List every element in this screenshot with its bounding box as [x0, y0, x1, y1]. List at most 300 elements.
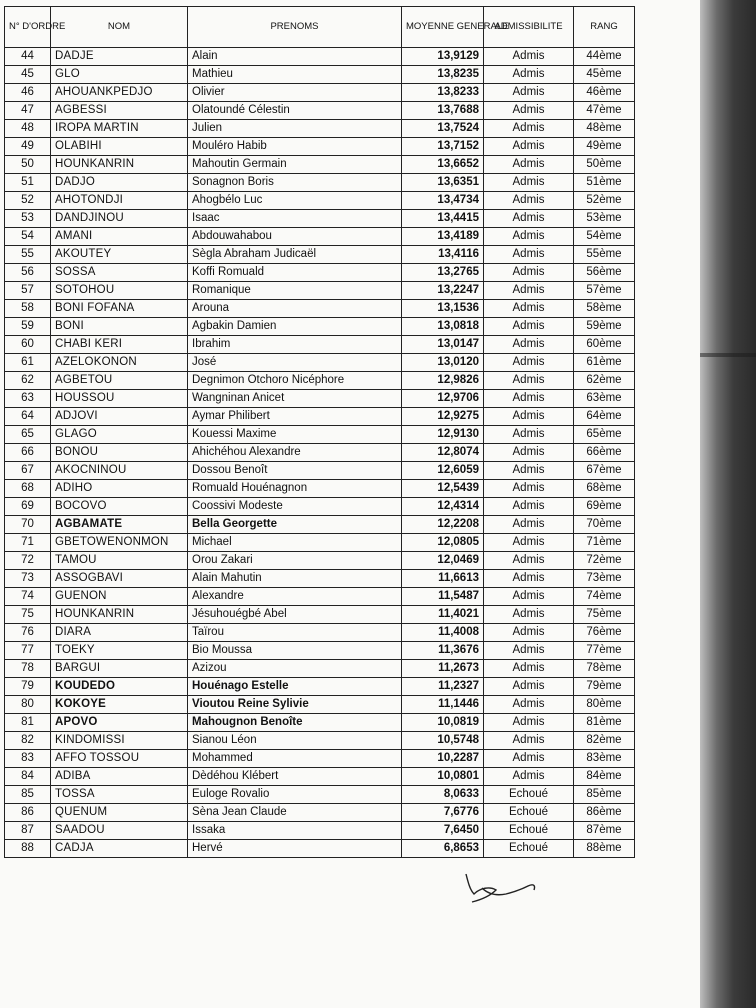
header-rang: RANG — [574, 7, 635, 48]
cell-nom: ASSOGBAVI — [51, 570, 188, 588]
cell-rang: 52ème — [574, 192, 635, 210]
cell-rang: 80ème — [574, 696, 635, 714]
cell-rang: 59ème — [574, 318, 635, 336]
cell-prenoms: Abdouwahabou — [188, 228, 402, 246]
cell-rang: 58ème — [574, 300, 635, 318]
cell-nom: DIARA — [51, 624, 188, 642]
cell-nom: ADIHO — [51, 480, 188, 498]
cell-admissibilite: Admis — [484, 318, 574, 336]
cell-ordre: 49 — [5, 138, 51, 156]
cell-moyenne: 13,4734 — [402, 192, 484, 210]
table-row — [5, 318, 635, 336]
table-row — [5, 192, 635, 210]
cell-ordre: 72 — [5, 552, 51, 570]
cell-nom: ADIBA — [51, 768, 188, 786]
cell-nom: APOVO — [51, 714, 188, 732]
cell-ordre: 76 — [5, 624, 51, 642]
cell-rang: 62ème — [574, 372, 635, 390]
cell-prenoms: Dossou Benoît — [188, 462, 402, 480]
cell-prenoms: Wangninan Anicet — [188, 390, 402, 408]
cell-moyenne: 12,9826 — [402, 372, 484, 390]
cell-rang: 53ème — [574, 210, 635, 228]
cell-moyenne: 13,1536 — [402, 300, 484, 318]
cell-prenoms: Jésuhouégbé Abel — [188, 606, 402, 624]
cell-moyenne: 13,6652 — [402, 156, 484, 174]
cell-admissibilite: Admis — [484, 750, 574, 768]
cell-rang: 61ème — [574, 354, 635, 372]
cell-moyenne: 13,7152 — [402, 138, 484, 156]
cell-admissibilite: Admis — [484, 588, 574, 606]
table-row — [5, 390, 635, 408]
cell-nom: HOUSSOU — [51, 390, 188, 408]
cell-prenoms: Hervé — [188, 840, 402, 858]
table-row — [5, 498, 635, 516]
cell-rang: 51ème — [574, 174, 635, 192]
cell-moyenne: 13,8233 — [402, 84, 484, 102]
cell-prenoms: Degnimon Otchoro Nicéphore — [188, 372, 402, 390]
cell-prenoms: Mohammed — [188, 750, 402, 768]
cell-moyenne: 13,0818 — [402, 318, 484, 336]
cell-admissibilite: Admis — [484, 516, 574, 534]
table-row — [5, 228, 635, 246]
cell-admissibilite: Echoué — [484, 786, 574, 804]
cell-prenoms: Bella Georgette — [188, 516, 402, 534]
cell-ordre: 52 — [5, 192, 51, 210]
cell-ordre: 56 — [5, 264, 51, 282]
cell-moyenne: 8,0633 — [402, 786, 484, 804]
cell-prenoms: Isaac — [188, 210, 402, 228]
cell-rang: 49ème — [574, 138, 635, 156]
table-row — [5, 138, 635, 156]
cell-moyenne: 10,2287 — [402, 750, 484, 768]
cell-admissibilite: Admis — [484, 552, 574, 570]
table-row — [5, 156, 635, 174]
cell-rang: 86ème — [574, 804, 635, 822]
cell-admissibilite: Admis — [484, 660, 574, 678]
cell-prenoms: Romanique — [188, 282, 402, 300]
cell-moyenne: 12,8074 — [402, 444, 484, 462]
cell-rang: 88ème — [574, 840, 635, 858]
cell-rang: 50ème — [574, 156, 635, 174]
cell-ordre: 47 — [5, 102, 51, 120]
cell-admissibilite: Admis — [484, 768, 574, 786]
cell-nom: IROPA MARTIN — [51, 120, 188, 138]
cell-ordre: 60 — [5, 336, 51, 354]
cell-nom: AMANI — [51, 228, 188, 246]
table-row — [5, 822, 635, 840]
cell-admissibilite: Admis — [484, 138, 574, 156]
cell-prenoms: Issaka — [188, 822, 402, 840]
cell-moyenne: 13,4415 — [402, 210, 484, 228]
cell-prenoms: Kouessi Maxime — [188, 426, 402, 444]
table-row — [5, 300, 635, 318]
cell-ordre: 67 — [5, 462, 51, 480]
cell-prenoms: Sianou Léon — [188, 732, 402, 750]
cell-moyenne: 11,2673 — [402, 660, 484, 678]
cell-rang: 84ème — [574, 768, 635, 786]
cell-moyenne: 10,0819 — [402, 714, 484, 732]
cell-rang: 67ème — [574, 462, 635, 480]
cell-rang: 83ème — [574, 750, 635, 768]
cell-moyenne: 13,4189 — [402, 228, 484, 246]
cell-nom: KINDOMISSI — [51, 732, 188, 750]
cell-prenoms: Coossivi Modeste — [188, 498, 402, 516]
header-ordre: N° D'ORDRE — [5, 7, 51, 48]
table-row — [5, 750, 635, 768]
cell-moyenne: 12,5439 — [402, 480, 484, 498]
cell-ordre: 71 — [5, 534, 51, 552]
cell-moyenne: 10,0801 — [402, 768, 484, 786]
cell-prenoms: Mahougnon Benoîte — [188, 714, 402, 732]
cell-ordre: 59 — [5, 318, 51, 336]
cell-prenoms: Bio Moussa — [188, 642, 402, 660]
table-row — [5, 408, 635, 426]
cell-ordre: 79 — [5, 678, 51, 696]
cell-prenoms: Alexandre — [188, 588, 402, 606]
cell-nom: BONI FOFANA — [51, 300, 188, 318]
cell-rang: 54ème — [574, 228, 635, 246]
cell-nom: TOSSA — [51, 786, 188, 804]
cell-ordre: 64 — [5, 408, 51, 426]
table-row — [5, 840, 635, 858]
cell-ordre: 80 — [5, 696, 51, 714]
cell-ordre: 57 — [5, 282, 51, 300]
cell-nom: BONOU — [51, 444, 188, 462]
cell-prenoms: Ahogbélo Luc — [188, 192, 402, 210]
cell-admissibilite: Admis — [484, 462, 574, 480]
table-row — [5, 624, 635, 642]
table-row — [5, 570, 635, 588]
cell-ordre: 77 — [5, 642, 51, 660]
table-row — [5, 588, 635, 606]
cell-nom: BONI — [51, 318, 188, 336]
cell-rang: 69ème — [574, 498, 635, 516]
cell-moyenne: 13,6351 — [402, 174, 484, 192]
cell-admissibilite: Admis — [484, 606, 574, 624]
cell-prenoms: Dèdéhou Klébert — [188, 768, 402, 786]
cell-prenoms: José — [188, 354, 402, 372]
cell-admissibilite: Admis — [484, 156, 574, 174]
table-row — [5, 426, 635, 444]
cell-nom: AHOUANKPEDJO — [51, 84, 188, 102]
cell-nom: DADJO — [51, 174, 188, 192]
cell-nom: AHOTONDJI — [51, 192, 188, 210]
cell-rang: 48ème — [574, 120, 635, 138]
cell-ordre: 46 — [5, 84, 51, 102]
table-row — [5, 732, 635, 750]
cell-nom: DANDJINOU — [51, 210, 188, 228]
cell-ordre: 75 — [5, 606, 51, 624]
table-row — [5, 246, 635, 264]
cell-rang: 66ème — [574, 444, 635, 462]
cell-ordre: 68 — [5, 480, 51, 498]
table-row — [5, 768, 635, 786]
cell-admissibilite: Admis — [484, 408, 574, 426]
cell-moyenne: 11,4008 — [402, 624, 484, 642]
cell-ordre: 63 — [5, 390, 51, 408]
cell-rang: 73ème — [574, 570, 635, 588]
cell-moyenne: 13,0147 — [402, 336, 484, 354]
cell-moyenne: 10,5748 — [402, 732, 484, 750]
cell-prenoms: Ibrahim — [188, 336, 402, 354]
cell-prenoms: Houénago Estelle — [188, 678, 402, 696]
cell-prenoms: Sèna Jean Claude — [188, 804, 402, 822]
cell-moyenne: 7,6450 — [402, 822, 484, 840]
cell-ordre: 58 — [5, 300, 51, 318]
cell-admissibilite: Admis — [484, 192, 574, 210]
cell-prenoms: Taïrou — [188, 624, 402, 642]
cell-prenoms: Vioutou Reine Sylivie — [188, 696, 402, 714]
cell-moyenne: 11,5487 — [402, 588, 484, 606]
cell-nom: AKOCNINOU — [51, 462, 188, 480]
cell-moyenne: 13,8235 — [402, 66, 484, 84]
table-row — [5, 282, 635, 300]
cell-admissibilite: Admis — [484, 390, 574, 408]
table-row — [5, 336, 635, 354]
cell-prenoms: Mahoutin Germain — [188, 156, 402, 174]
cell-nom: SOSSA — [51, 264, 188, 282]
cell-moyenne: 12,9706 — [402, 390, 484, 408]
signature-mark — [462, 868, 542, 908]
cell-nom: GLO — [51, 66, 188, 84]
cell-nom: HOUNKANRIN — [51, 606, 188, 624]
cell-prenoms: Ahichéhou Alexandre — [188, 444, 402, 462]
cell-admissibilite: Admis — [484, 534, 574, 552]
cell-admissibilite: Admis — [484, 246, 574, 264]
table-row — [5, 174, 635, 192]
cell-ordre: 44 — [5, 48, 51, 66]
table-row — [5, 462, 635, 480]
cell-moyenne: 7,6776 — [402, 804, 484, 822]
cell-rang: 82ème — [574, 732, 635, 750]
cell-ordre: 45 — [5, 66, 51, 84]
cell-moyenne: 13,7688 — [402, 102, 484, 120]
cell-prenoms: Euloge Rovalio — [188, 786, 402, 804]
cell-prenoms: Julien — [188, 120, 402, 138]
cell-admissibilite: Admis — [484, 210, 574, 228]
cell-admissibilite: Admis — [484, 678, 574, 696]
cell-ordre: 69 — [5, 498, 51, 516]
cell-nom: KOUDEDO — [51, 678, 188, 696]
cell-rang: 45ème — [574, 66, 635, 84]
cell-admissibilite: Echoué — [484, 804, 574, 822]
cell-rang: 72ème — [574, 552, 635, 570]
cell-admissibilite: Admis — [484, 48, 574, 66]
cell-ordre: 84 — [5, 768, 51, 786]
cell-moyenne: 13,2765 — [402, 264, 484, 282]
cell-nom: AGBETOU — [51, 372, 188, 390]
cell-ordre: 81 — [5, 714, 51, 732]
cell-prenoms: Olatoundé Célestin — [188, 102, 402, 120]
table-row — [5, 66, 635, 84]
cell-moyenne: 13,2247 — [402, 282, 484, 300]
cell-prenoms: Romuald Houénagnon — [188, 480, 402, 498]
table-row — [5, 210, 635, 228]
cell-nom: TOEKY — [51, 642, 188, 660]
cell-rang: 81ème — [574, 714, 635, 732]
cell-admissibilite: Admis — [484, 120, 574, 138]
cell-ordre: 61 — [5, 354, 51, 372]
cell-prenoms: Koffi Romuald — [188, 264, 402, 282]
cell-nom: AGBAMATE — [51, 516, 188, 534]
cell-rang: 63ème — [574, 390, 635, 408]
cell-rang: 57ème — [574, 282, 635, 300]
cell-admissibilite: Admis — [484, 696, 574, 714]
cell-rang: 56ème — [574, 264, 635, 282]
cell-ordre: 48 — [5, 120, 51, 138]
table-row — [5, 84, 635, 102]
cell-prenoms: Sonagnon Boris — [188, 174, 402, 192]
cell-moyenne: 12,2208 — [402, 516, 484, 534]
cell-admissibilite: Echoué — [484, 822, 574, 840]
cell-admissibilite: Admis — [484, 66, 574, 84]
table-row — [5, 444, 635, 462]
cell-ordre: 53 — [5, 210, 51, 228]
header-nom: NOM — [51, 7, 188, 48]
cell-admissibilite: Admis — [484, 282, 574, 300]
cell-rang: 78ème — [574, 660, 635, 678]
cell-nom: DADJE — [51, 48, 188, 66]
table-row — [5, 516, 635, 534]
cell-moyenne: 13,4116 — [402, 246, 484, 264]
cell-ordre: 65 — [5, 426, 51, 444]
cell-rang: 46ème — [574, 84, 635, 102]
cell-moyenne: 13,9129 — [402, 48, 484, 66]
cell-ordre: 88 — [5, 840, 51, 858]
table-row — [5, 264, 635, 282]
cell-admissibilite: Admis — [484, 498, 574, 516]
table-row — [5, 354, 635, 372]
cell-admissibilite: Admis — [484, 336, 574, 354]
table-row — [5, 102, 635, 120]
cell-moyenne: 11,6613 — [402, 570, 484, 588]
cell-nom: SAADOU — [51, 822, 188, 840]
header-moyenne: MOYENNE GENERALE — [402, 7, 484, 48]
cell-nom: CHABI KERI — [51, 336, 188, 354]
cell-rang: 68ème — [574, 480, 635, 498]
cell-prenoms: Mouléro Habib — [188, 138, 402, 156]
cell-moyenne: 11,2327 — [402, 678, 484, 696]
cell-admissibilite: Admis — [484, 354, 574, 372]
cell-moyenne: 12,9275 — [402, 408, 484, 426]
cell-admissibilite: Admis — [484, 84, 574, 102]
table-row — [5, 714, 635, 732]
cell-nom: CADJA — [51, 840, 188, 858]
cell-moyenne: 12,0805 — [402, 534, 484, 552]
table-header-row — [5, 7, 635, 48]
cell-rang: 47ème — [574, 102, 635, 120]
table-row — [5, 552, 635, 570]
cell-rang: 55ème — [574, 246, 635, 264]
cell-nom: OLABIHI — [51, 138, 188, 156]
cell-prenoms: Olivier — [188, 84, 402, 102]
cell-nom: AGBESSI — [51, 102, 188, 120]
cell-ordre: 62 — [5, 372, 51, 390]
cell-moyenne: 12,6059 — [402, 462, 484, 480]
cell-moyenne: 13,0120 — [402, 354, 484, 372]
cell-rang: 87ème — [574, 822, 635, 840]
cell-admissibilite: Admis — [484, 426, 574, 444]
table-row — [5, 120, 635, 138]
cell-prenoms: Sègla Abraham Judicaël — [188, 246, 402, 264]
cell-moyenne: 11,1446 — [402, 696, 484, 714]
results-table — [4, 6, 635, 858]
cell-rang: 64ème — [574, 408, 635, 426]
cell-prenoms: Orou Zakari — [188, 552, 402, 570]
cell-rang: 85ème — [574, 786, 635, 804]
cell-moyenne: 12,0469 — [402, 552, 484, 570]
cell-rang: 74ème — [574, 588, 635, 606]
cell-admissibilite: Admis — [484, 642, 574, 660]
table-row — [5, 804, 635, 822]
cell-ordre: 87 — [5, 822, 51, 840]
table-row — [5, 660, 635, 678]
cell-admissibilite: Admis — [484, 444, 574, 462]
cell-admissibilite: Admis — [484, 102, 574, 120]
cell-admissibilite: Admis — [484, 372, 574, 390]
cell-nom: BOCOVO — [51, 498, 188, 516]
cell-nom: GBETOWENONMON — [51, 534, 188, 552]
cell-prenoms: Arouna — [188, 300, 402, 318]
cell-rang: 65ème — [574, 426, 635, 444]
cell-ordre: 85 — [5, 786, 51, 804]
cell-ordre: 82 — [5, 732, 51, 750]
table-row — [5, 372, 635, 390]
cell-moyenne: 6,8653 — [402, 840, 484, 858]
cell-admissibilite: Admis — [484, 264, 574, 282]
cell-nom: AKOUTEY — [51, 246, 188, 264]
cell-admissibilite: Admis — [484, 228, 574, 246]
cell-nom: TAMOU — [51, 552, 188, 570]
cell-prenoms: Aymar Philibert — [188, 408, 402, 426]
cell-ordre: 73 — [5, 570, 51, 588]
cell-nom: ADJOVI — [51, 408, 188, 426]
cell-rang: 44ème — [574, 48, 635, 66]
cell-admissibilite: Admis — [484, 624, 574, 642]
table-row — [5, 534, 635, 552]
cell-ordre: 70 — [5, 516, 51, 534]
cell-nom: GLAGO — [51, 426, 188, 444]
cell-nom: BARGUI — [51, 660, 188, 678]
cell-rang: 70ème — [574, 516, 635, 534]
table-row — [5, 786, 635, 804]
cell-admissibilite: Echoué — [484, 840, 574, 858]
table-row — [5, 606, 635, 624]
cell-ordre: 54 — [5, 228, 51, 246]
cell-nom: HOUNKANRIN — [51, 156, 188, 174]
cell-rang: 76ème — [574, 624, 635, 642]
cell-ordre: 86 — [5, 804, 51, 822]
cell-prenoms: Mathieu — [188, 66, 402, 84]
cell-ordre: 78 — [5, 660, 51, 678]
table-row — [5, 48, 635, 66]
cell-admissibilite: Admis — [484, 174, 574, 192]
cell-admissibilite: Admis — [484, 570, 574, 588]
cell-prenoms: Michael — [188, 534, 402, 552]
cell-prenoms: Agbakin Damien — [188, 318, 402, 336]
cell-prenoms: Alain — [188, 48, 402, 66]
cell-moyenne: 11,4021 — [402, 606, 484, 624]
header-prenoms: PRENOMS — [188, 7, 402, 48]
cell-nom: KOKOYE — [51, 696, 188, 714]
cell-moyenne: 12,4314 — [402, 498, 484, 516]
cell-admissibilite: Admis — [484, 300, 574, 318]
cell-ordre: 50 — [5, 156, 51, 174]
cell-nom: QUENUM — [51, 804, 188, 822]
cell-rang: 77ème — [574, 642, 635, 660]
table-row — [5, 678, 635, 696]
cell-ordre: 51 — [5, 174, 51, 192]
